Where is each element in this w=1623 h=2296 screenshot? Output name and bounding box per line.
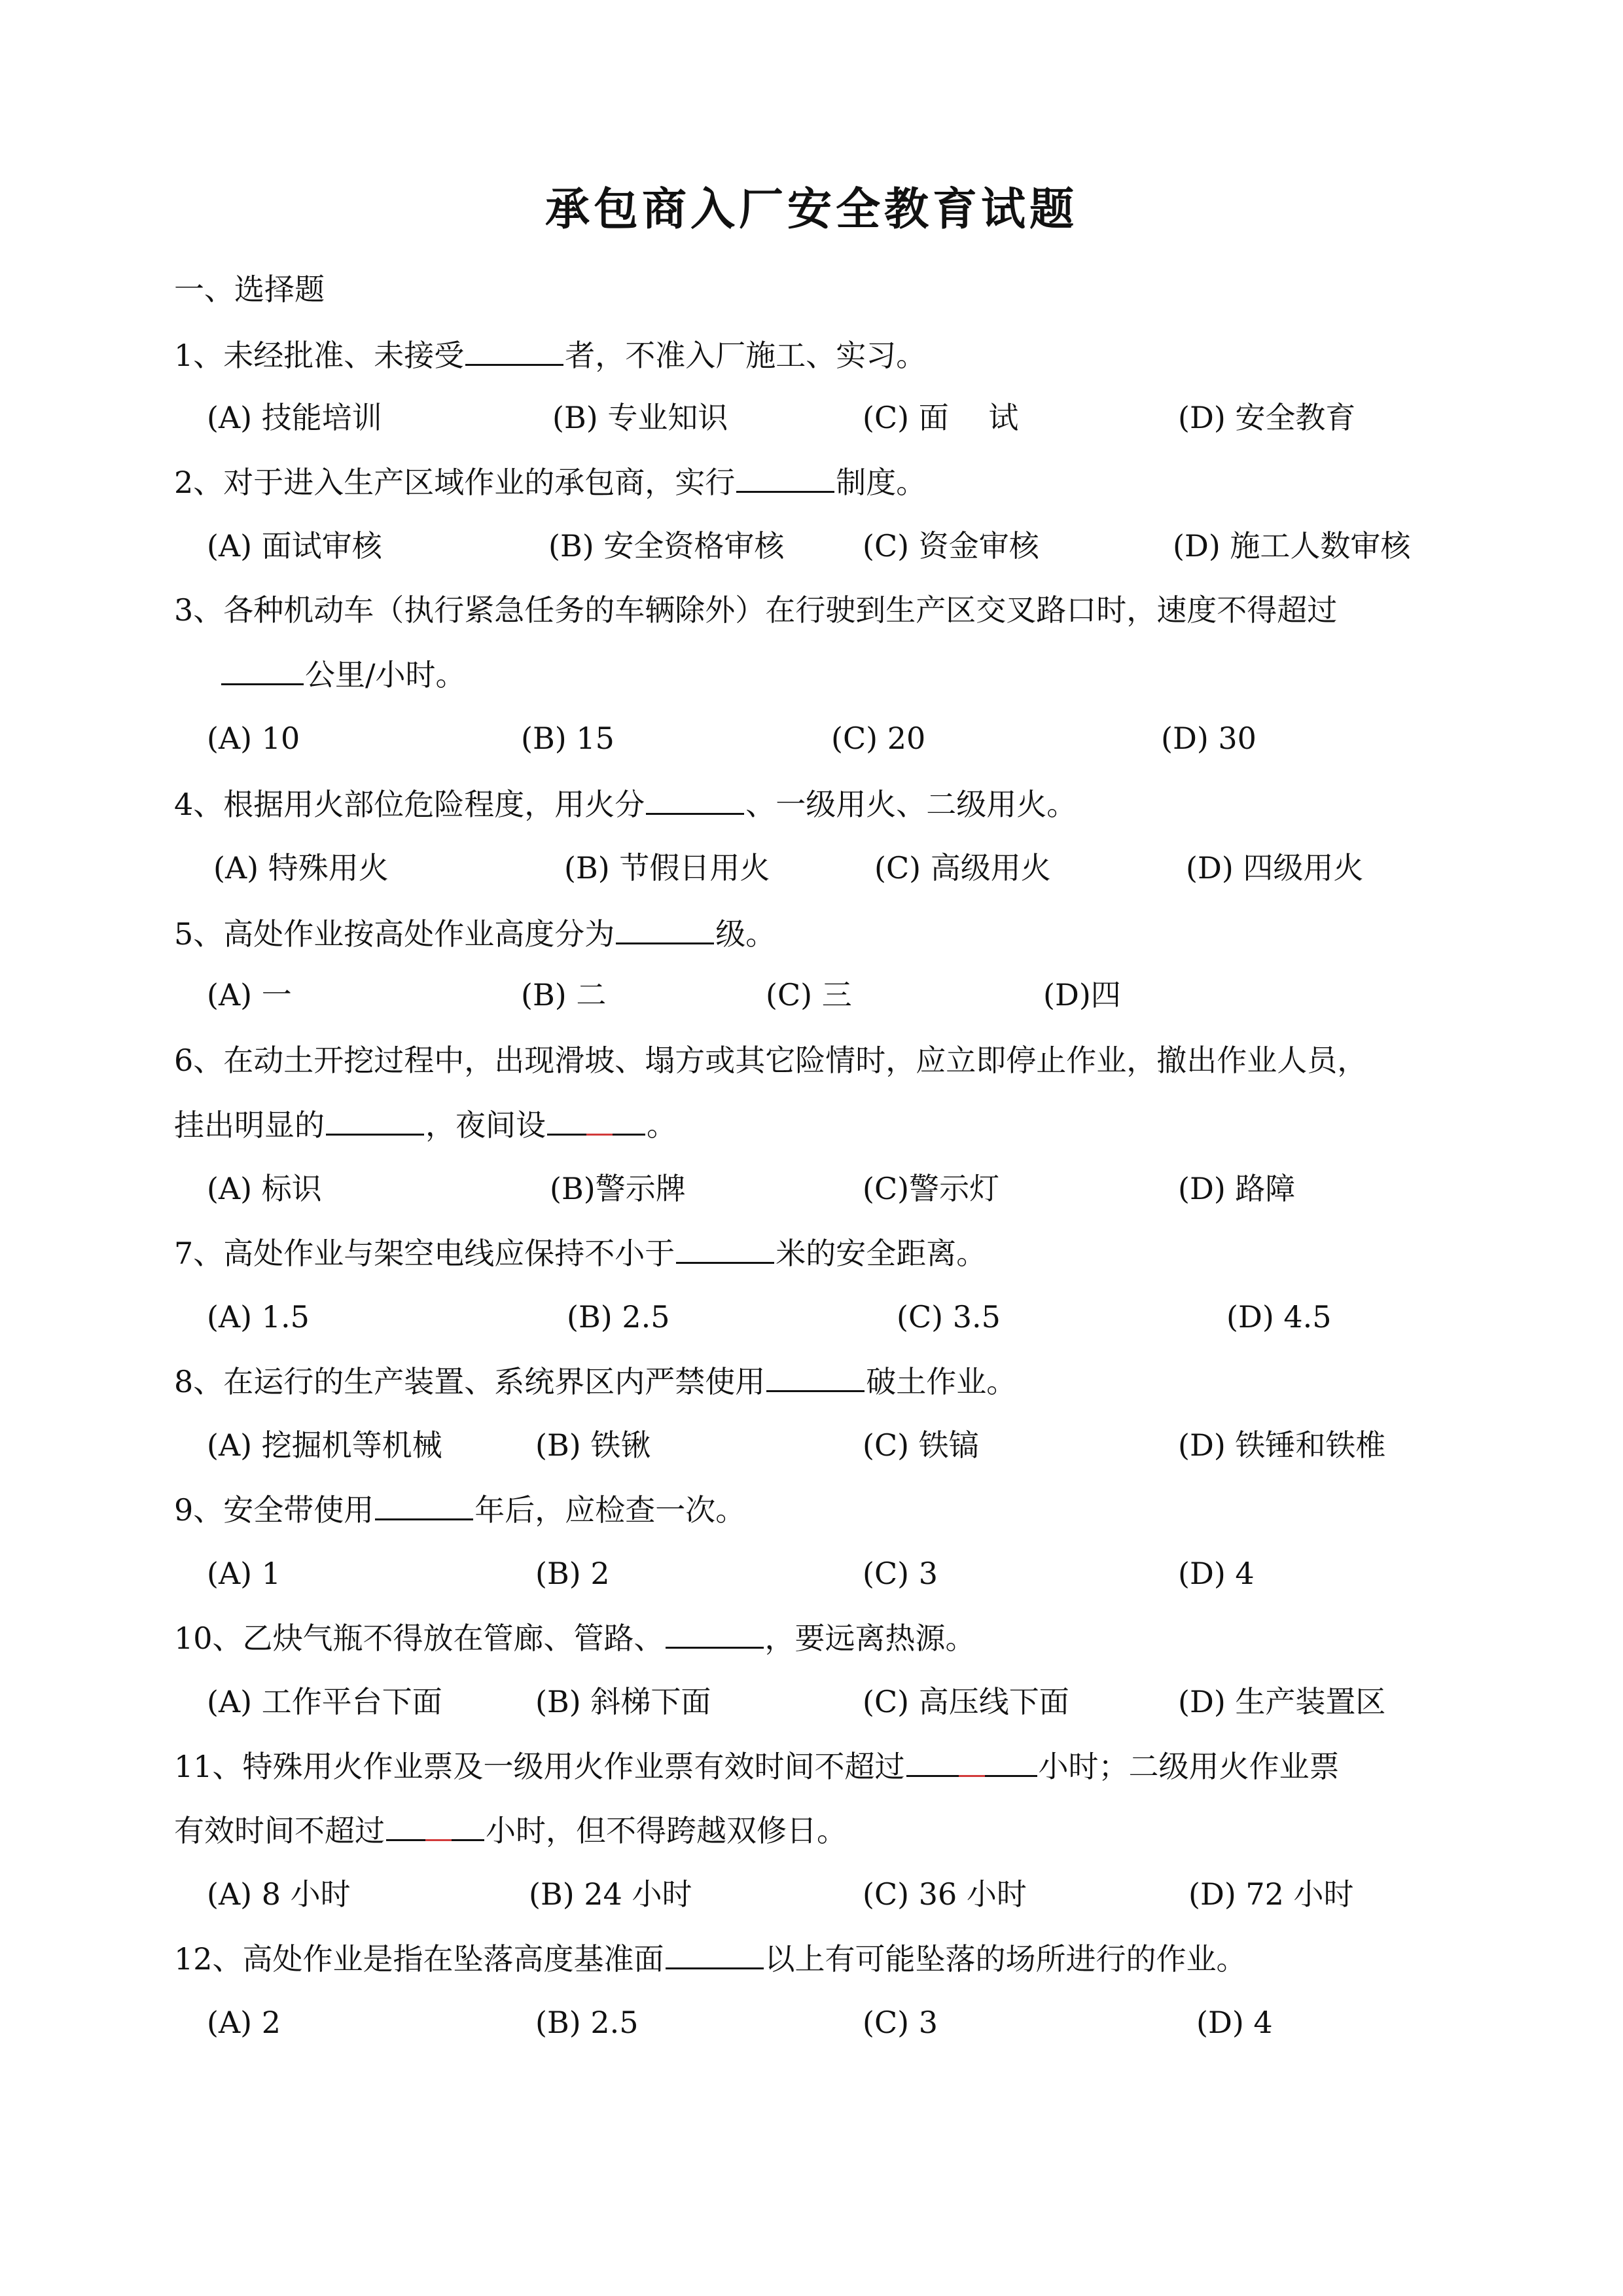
answer-blank [326,1103,424,1136]
option-b: (B) 安全资格审核 [548,528,785,564]
option-a: (A) 挖掘机等机械 [207,1427,442,1463]
question-6-continued [174,1103,677,1146]
option-a: (A) 一 [207,977,292,1013]
option-d: (D) 安全教育 [1178,400,1356,435]
option-a: (A) 特殊用火 [213,850,389,886]
option-c: (C) 3 [863,2005,938,2040]
question-text: 9、安全带使用 [174,1492,374,1528]
answer-blank [666,1617,764,1649]
answer-blank [646,783,744,815]
answer-blank [386,1809,484,1841]
option-b: (B) 斜梯下面 [535,1684,711,1719]
option-c: (C)警示灯 [863,1171,1000,1206]
question-text: 以上有可能坠落的场所进行的作业。 [764,1941,1247,1977]
option-a: (A) 工作平台下面 [207,1684,442,1719]
question-text: ，要远离热源。 [764,1621,976,1656]
option-c: (C) 36 小时 [863,1876,1027,1912]
option-a: (A) 标识 [207,1171,322,1206]
question-text: 年后，应检查一次。 [474,1492,746,1528]
question-text: 小时，但不得跨越双修日。 [486,1813,847,1848]
question-11-continued [174,1809,847,1852]
answer-blank [736,461,834,493]
question-text: 者，不准入厂施工、实习。 [565,338,927,373]
answer-blank [465,334,563,366]
question-text: ，夜间设 [425,1107,546,1143]
option-d: (D) 72 小时 [1188,1876,1354,1912]
option-b: (B) 专业知识 [552,400,728,435]
option-a: (A) 8 小时 [207,1876,351,1912]
option-b: (B) 二 [521,977,607,1013]
option-a: (A) 1.5 [207,1299,310,1335]
option-d: (D)四 [1043,977,1121,1013]
option-b: (B) 节假日用火 [564,850,770,886]
option-c: (C) 三 [766,977,852,1013]
option-c: (C) 20 [831,721,926,756]
question-text: 公里/小时。 [305,657,466,692]
option-d: (D) 铁锤和铁椎 [1178,1427,1386,1463]
question-9 [174,1488,745,1531]
question-text: 破土作业。 [866,1364,1017,1399]
question-text: 级。 [715,916,776,952]
option-d: (D) 四级用火 [1186,850,1364,886]
option-d: (D) 生产装置区 [1178,1684,1386,1719]
answer-blank [375,1488,473,1520]
option-a: (A) 技能培训 [207,400,382,435]
option-d: (D) 4 [1196,2005,1273,2040]
answer-blank [616,912,714,944]
option-b: (B) 2.5 [567,1299,670,1335]
option-b: (B) 铁锹 [535,1427,651,1463]
question-text: 12、高处作业是指在坠落高度基准面 [174,1941,664,1977]
option-b: (B) 15 [521,721,615,756]
question-text: 制度。 [836,465,927,500]
answer-blank [906,1745,1037,1777]
question-11 [174,1745,1340,1787]
option-b: (B) 2.5 [535,2005,639,2040]
option-b: (B) 2 [535,1556,610,1591]
question-3-continued [220,653,466,696]
answer-blank [676,1232,774,1264]
answer-blank [547,1103,645,1136]
question-text: 小时；二级用火作业票 [1038,1749,1340,1784]
option-c: (C) 高压线下面 [863,1684,1069,1719]
answer-blank [666,1937,764,1969]
option-a: (A) 2 [207,2005,281,2040]
section-heading: 一、选择题 [174,272,325,307]
question-text: 4、根据用火部位危险程度，用火分 [174,787,645,822]
option-c: (C) 3 [863,1556,938,1591]
option-d: (D) 路障 [1178,1171,1296,1206]
option-d: (D) 4 [1178,1556,1255,1591]
question-1 [174,334,926,376]
answer-blank [766,1360,865,1392]
option-d: (D) 30 [1161,721,1257,756]
question-text: 。 [647,1107,677,1143]
question-text: 11、特殊用火作业票及一级用火作业票有效时间不超过 [174,1749,905,1784]
option-a: (A) 10 [207,721,300,756]
question-text: 、一级用火、二级用火。 [745,787,1077,822]
question-6: 6、在动土开挖过程中，出现滑坡、塌方或其它险情时，应立即停止作业，撤出作业人员， [174,1043,1368,1078]
question-text: 米的安全距离。 [776,1236,987,1271]
option-c: (C) 高级用火 [874,850,1051,886]
question-text: 10、乙炔气瓶不得放在管廊、管路、 [174,1621,664,1656]
option-d: (D) 施工人数审核 [1173,528,1411,564]
question-12 [174,1937,1247,1980]
page-title: 承包商入厂安全教育试题 [544,183,1078,236]
question-5 [174,912,776,955]
answer-blank [221,653,304,685]
question-3: 3、各种机动车（执行紧急任务的车辆除外）在行驶到生产区交叉路口时，速度不得超过 [174,592,1338,628]
option-a: (A) 面试审核 [207,528,382,564]
question-7 [174,1232,986,1274]
option-c: (C) 面 试 [863,400,1019,435]
question-2 [174,461,926,503]
question-text: 8、在运行的生产装置、系统界区内严禁使用 [174,1364,766,1399]
question-text: 有效时间不超过 [174,1813,385,1848]
question-text: 2、对于进入生产区域作业的承包商，实行 [174,465,736,500]
option-b: (B) 24 小时 [529,1876,692,1912]
question-text: 7、高处作业与架空电线应保持不小于 [174,1236,675,1271]
question-8 [174,1360,1016,1403]
question-text: 挂出明显的 [174,1107,325,1143]
question-4 [174,783,1077,825]
question-text: 5、高处作业按高处作业高度分为 [174,916,615,952]
question-text: 1、未经批准、未接受 [174,338,465,373]
option-c: (C) 铁镐 [863,1427,979,1463]
option-c: (C) 资金审核 [863,528,1039,564]
option-c: (C) 3.5 [897,1299,1001,1335]
option-d: (D) 4.5 [1226,1299,1332,1335]
option-a: (A) 1 [207,1556,281,1591]
option-b: (B)警示牌 [550,1171,686,1206]
question-10 [174,1617,976,1659]
